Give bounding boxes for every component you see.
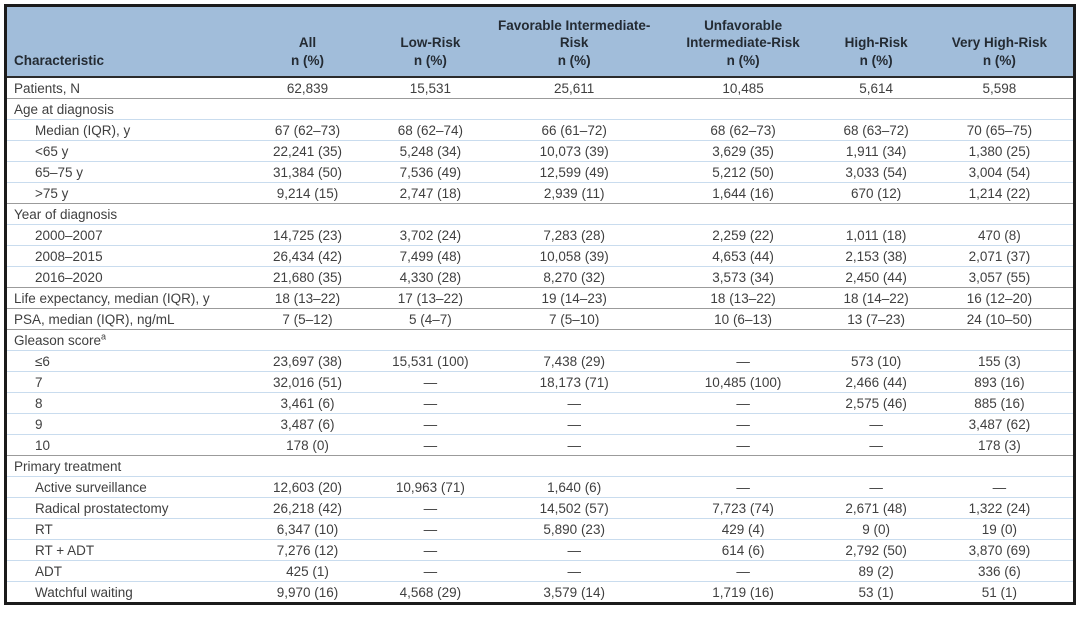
section-row-label: Year of diagnosis: [6, 204, 1075, 225]
cell-value: 1,911 (34): [826, 141, 925, 162]
cell-value: 3,702 (24): [372, 225, 489, 246]
row-label: RT + ADT: [6, 540, 243, 561]
cell-value: 25,611: [554, 81, 595, 96]
row-label: ADT: [6, 561, 243, 582]
column-header-characteristic: [6, 6, 243, 78]
cell-value: 7 (5–10): [489, 309, 660, 330]
cell-value: —: [489, 393, 660, 414]
cell-value: 573 (10): [826, 351, 925, 372]
header-row: [6, 6, 1075, 78]
cell-value: 66 (61–72): [489, 120, 660, 141]
footnote-marker: a: [101, 331, 107, 342]
row-label: 8: [6, 393, 243, 414]
table-row: [6, 267, 1075, 288]
row-label: ≤6: [6, 351, 243, 372]
cell-value: 178 (0): [243, 435, 372, 456]
cell-value: 7,499 (48): [372, 246, 489, 267]
cell-value: 26,218 (42): [243, 498, 372, 519]
cell-value: —: [660, 477, 827, 498]
cell-value: 15,531: [409, 81, 452, 96]
cell-value: 2,153 (38): [826, 246, 925, 267]
table-row: [6, 162, 1075, 183]
cell-value: 5,248 (34): [372, 141, 489, 162]
section-row: [6, 456, 1075, 477]
table-row: [6, 435, 1075, 456]
cell-value: 21,680 (35): [243, 267, 372, 288]
cell-value: 9,970 (16): [243, 582, 372, 604]
cell-value: 5,212 (50): [660, 162, 827, 183]
cell-value: 12,599 (49): [489, 162, 660, 183]
cell-value: 10,963 (71): [372, 477, 489, 498]
cell-value: 68 (63–72): [826, 120, 925, 141]
cell-value: 32,016 (51): [243, 372, 372, 393]
cell-value: 18 (14–22): [826, 288, 925, 309]
cell-value: 4,330 (28): [372, 267, 489, 288]
cell-value: 23,697 (38): [243, 351, 372, 372]
cell-value: —: [826, 435, 925, 456]
row-label: Patients, N: [14, 81, 81, 96]
cell-value: 3,870 (69): [926, 540, 1075, 561]
section-row: [6, 204, 1075, 225]
cell-value: —: [489, 540, 660, 561]
section-row-label: Primary treatment: [6, 456, 1075, 477]
cell-value: 3,461 (6): [243, 393, 372, 414]
cell-value: 8,270 (32): [489, 267, 660, 288]
cell-value: 10,485: [722, 81, 764, 96]
row-label: 10: [6, 435, 243, 456]
table-header: [6, 6, 1075, 78]
cell-value: 2,071 (37): [926, 246, 1075, 267]
cell-value: 10,485 (100): [660, 372, 827, 393]
cell-value: 68 (62–74): [372, 120, 489, 141]
row-label: 65–75 y: [6, 162, 243, 183]
row-label: PSA, median (IQR), ng/mL: [6, 309, 243, 330]
row-label: Median (IQR), y: [6, 120, 243, 141]
cell-value: 7,723 (74): [660, 498, 827, 519]
cell-value: 425 (1): [243, 561, 372, 582]
table-row: [6, 498, 1075, 519]
cell-value: 18,173 (71): [489, 372, 660, 393]
cell-value: 14,502 (57): [489, 498, 660, 519]
row-label: Watchful waiting: [6, 582, 243, 604]
column-header-sublabel: n (%): [859, 52, 893, 68]
cell-value: 5 (4–7): [372, 309, 489, 330]
cell-value: 4,653 (44): [660, 246, 827, 267]
cell-value: —: [372, 561, 489, 582]
table-row: [6, 372, 1075, 393]
cell-value: 3,487 (6): [243, 414, 372, 435]
cell-value: 22,241 (35): [243, 141, 372, 162]
cell-value: 9,214 (15): [243, 183, 372, 204]
cell-value: 336 (6): [926, 561, 1075, 582]
column-header-sublabel: n (%): [726, 52, 760, 68]
cell-value: 7 (5–12): [243, 309, 372, 330]
cell-value: 3,629 (35): [660, 141, 827, 162]
cell-value: —: [660, 435, 827, 456]
cell-value: 1,214 (22): [926, 183, 1075, 204]
table-row: [6, 582, 1075, 604]
table-row: [6, 288, 1075, 309]
cell-value: 5,598: [982, 81, 1017, 96]
cell-value: 67 (62–73): [243, 120, 372, 141]
table-row: [6, 246, 1075, 267]
cell-value: —: [372, 519, 489, 540]
cell-value: 5,614: [859, 81, 894, 96]
cell-value: 26,434 (42): [243, 246, 372, 267]
cell-value: —: [826, 414, 925, 435]
column-header-sublabel: n (%): [557, 52, 591, 68]
table-row: [6, 120, 1075, 141]
row-label: Life expectancy, median (IQR), y: [6, 288, 243, 309]
cell-value: 2,939 (11): [489, 183, 660, 204]
row-label: 7: [6, 372, 243, 393]
column-header: [826, 6, 925, 78]
table-row: [6, 561, 1075, 582]
row-label: >75 y: [6, 183, 243, 204]
row-label: RT: [6, 519, 243, 540]
table-body: [6, 77, 1075, 604]
cell-value: 70 (65–75): [926, 120, 1075, 141]
cell-value: 53 (1): [826, 582, 925, 604]
table-row: [6, 225, 1075, 246]
cell-value: 7,283 (28): [489, 225, 660, 246]
column-header-sublabel: n (%): [290, 52, 324, 68]
cell-value: 15,531 (100): [372, 351, 489, 372]
table-row: [6, 519, 1075, 540]
section-row-label: Gleason score$^a$: [6, 330, 1075, 351]
column-header-label: High-Risk: [844, 35, 908, 51]
cell-value: 2,575 (46): [826, 393, 925, 414]
cell-value: 9 (0): [826, 519, 925, 540]
row-label: 2016–2020: [6, 267, 243, 288]
cell-value: 51 (1): [926, 582, 1075, 604]
cell-value: 10,073 (39): [489, 141, 660, 162]
row-label: 2008–2015: [6, 246, 243, 267]
cell-value: 3,579 (14): [489, 582, 660, 604]
cell-value: 18 (13–22): [660, 288, 827, 309]
column-header-label: Favorable Intermediate-Risk: [498, 18, 651, 51]
row-label: 2000–2007: [6, 225, 243, 246]
cell-value: 14,725 (23): [243, 225, 372, 246]
column-header: [660, 6, 827, 78]
cell-value: 3,057 (55): [926, 267, 1075, 288]
cell-value: —: [372, 498, 489, 519]
column-header-label: Low-Risk: [400, 35, 461, 51]
table-row: [6, 393, 1075, 414]
row-label: Active surveillance: [6, 477, 243, 498]
table-row: [6, 183, 1075, 204]
cell-value: 155 (3): [926, 351, 1075, 372]
row-label: 9: [6, 414, 243, 435]
cell-value: 24 (10–50): [926, 309, 1075, 330]
cell-value: 3,004 (54): [926, 162, 1075, 183]
cell-value: 5,890 (23): [489, 519, 660, 540]
cell-value: 2,259 (22): [660, 225, 827, 246]
cell-value: —: [926, 477, 1075, 498]
cell-value: 670 (12): [826, 183, 925, 204]
cell-value: 6,347 (10): [243, 519, 372, 540]
column-header: [243, 6, 372, 78]
cell-value: 2,747 (18): [372, 183, 489, 204]
cell-value: 89 (2): [826, 561, 925, 582]
cell-value: —: [660, 351, 827, 372]
cell-value: —: [372, 540, 489, 561]
cell-value: 17 (13–22): [372, 288, 489, 309]
cell-value: —: [660, 393, 827, 414]
cell-value: —: [660, 414, 827, 435]
cell-value: —: [489, 561, 660, 582]
row-label: Radical prostatectomy: [6, 498, 243, 519]
cell-value: 2,450 (44): [826, 267, 925, 288]
cell-value: 885 (16): [926, 393, 1075, 414]
cell-value: 31,384 (50): [243, 162, 372, 183]
cell-value: —: [660, 561, 827, 582]
table-row: [6, 477, 1075, 498]
cell-value: —: [372, 435, 489, 456]
cell-value: 3,573 (34): [660, 267, 827, 288]
cell-value: 19 (14–23): [489, 288, 660, 309]
cell-value: 13 (7–23): [826, 309, 925, 330]
cell-value: —: [372, 372, 489, 393]
cell-value: 2,466 (44): [826, 372, 925, 393]
cell-value: 2,671 (48): [826, 498, 925, 519]
cell-value: 1,719 (16): [660, 582, 827, 604]
column-header-label: Characteristic: [14, 52, 105, 68]
cell-value: 1,380 (25): [926, 141, 1075, 162]
column-header-label: Very High-Risk: [951, 35, 1048, 51]
cell-value: —: [826, 477, 925, 498]
cell-value: 1,011 (18): [826, 225, 925, 246]
column-header-sublabel: n (%): [413, 52, 447, 68]
cell-value: 470 (8): [926, 225, 1075, 246]
cell-value: 68 (62–73): [660, 120, 827, 141]
cell-value: —: [489, 414, 660, 435]
table-row: [6, 141, 1075, 162]
row-label: <65 y: [6, 141, 243, 162]
cell-value: 18 (13–22): [243, 288, 372, 309]
cell-value: 19 (0): [926, 519, 1075, 540]
cell-value: 2,792 (50): [826, 540, 925, 561]
column-header-sublabel: n (%): [982, 52, 1016, 68]
cell-value: 10 (6–13): [660, 309, 827, 330]
table-row: [6, 414, 1075, 435]
section-row: [6, 99, 1075, 120]
cell-value: 4,568 (29): [372, 582, 489, 604]
cell-value: 1,322 (24): [926, 498, 1075, 519]
table-row: [6, 540, 1075, 561]
cell-value: 10,058 (39): [489, 246, 660, 267]
cell-value: 3,033 (54): [826, 162, 925, 183]
column-header: [489, 6, 660, 78]
table-row: [6, 309, 1075, 330]
column-header: [926, 6, 1075, 78]
table-row: [6, 351, 1075, 372]
cell-value: 7,438 (29): [489, 351, 660, 372]
cell-value: 7,536 (49): [372, 162, 489, 183]
column-header-label: All: [298, 35, 317, 51]
patient-characteristics-table: [4, 4, 1076, 605]
cell-value: 16 (12–20): [926, 288, 1075, 309]
section-row: [6, 330, 1075, 351]
cell-value: 178 (3): [926, 435, 1075, 456]
column-header: [372, 6, 489, 78]
cell-value: 3,487 (62): [926, 414, 1075, 435]
cell-value: 62,839: [286, 81, 329, 96]
cell-value: 7,276 (12): [243, 540, 372, 561]
column-header-label: Unfavorable Intermediate-Risk: [686, 18, 800, 51]
cell-value: 1,644 (16): [660, 183, 827, 204]
cell-value: —: [372, 393, 489, 414]
cell-value: —: [489, 435, 660, 456]
cell-value: —: [372, 414, 489, 435]
table-row: [6, 77, 1075, 99]
cell-value: 429 (4): [660, 519, 827, 540]
cell-value: 614 (6): [660, 540, 827, 561]
cell-value: 1,640 (6): [489, 477, 660, 498]
section-row-label: Age at diagnosis: [6, 99, 1075, 120]
cell-value: 12,603 (20): [243, 477, 372, 498]
cell-value: 893 (16): [926, 372, 1075, 393]
